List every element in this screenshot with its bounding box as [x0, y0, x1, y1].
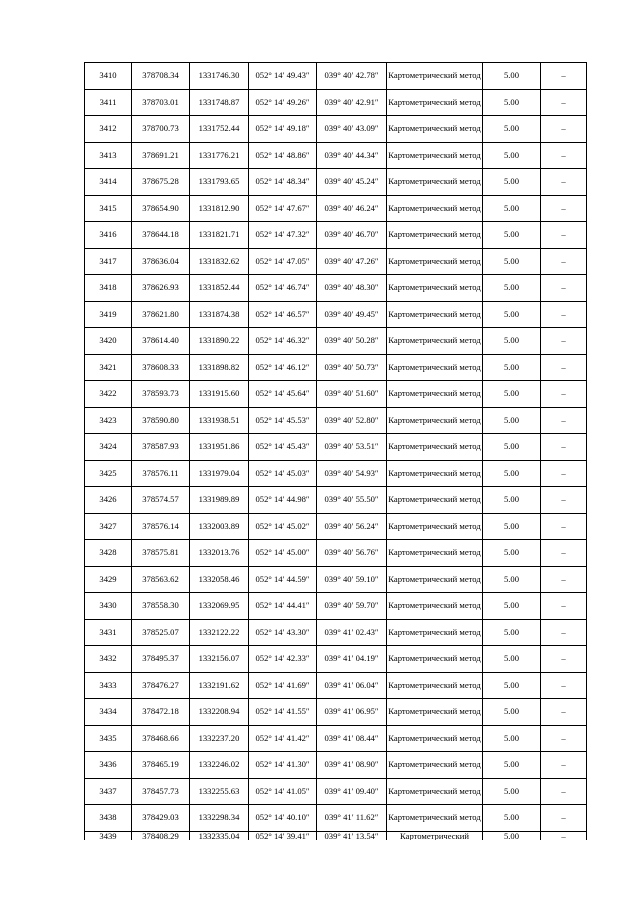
- cell-accuracy: 5.00: [483, 169, 541, 196]
- cell-point: 3420: [85, 328, 132, 355]
- cell-x: 378525.07: [132, 619, 190, 646]
- cell-y: 1332058.46: [190, 566, 249, 593]
- cell-latitude: 052° 14′ 45.43″: [249, 434, 317, 461]
- cell-longitude: 039° 40′ 45.24″: [317, 169, 387, 196]
- table-row: [85, 672, 587, 699]
- cell-method: Картометрический метод: [387, 540, 483, 567]
- cell-longitude: 039° 41′ 06.95″: [317, 699, 387, 726]
- cell-longitude: 039° 40′ 47.26″: [317, 248, 387, 275]
- cell-x: 378675.28: [132, 169, 190, 196]
- cell-accuracy: 5.00: [483, 275, 541, 302]
- cell-x: 378576.14: [132, 513, 190, 540]
- cell-latitude: 052° 14′ 47.67″: [249, 195, 317, 222]
- cell-x: 378408.29: [132, 831, 190, 840]
- table-row: [85, 513, 587, 540]
- cell-longitude: 039° 40′ 46.24″: [317, 195, 387, 222]
- cell-point: 3433: [85, 672, 132, 699]
- cell-longitude: 039° 40′ 51.60″: [317, 381, 387, 408]
- cell-y: 1331989.89: [190, 487, 249, 514]
- cell-latitude: 052° 14′ 45.53″: [249, 407, 317, 434]
- cell-point: 3439: [85, 831, 132, 840]
- cell-latitude: 052° 14′ 49.43″: [249, 63, 317, 90]
- cell-accuracy: 5.00: [483, 381, 541, 408]
- cell-point: 3429: [85, 566, 132, 593]
- cell-x: 378558.30: [132, 593, 190, 620]
- cell-latitude: 052° 14′ 41.55″: [249, 699, 317, 726]
- cell-latitude: 052° 14′ 41.30″: [249, 752, 317, 779]
- cell-y: 1332255.63: [190, 778, 249, 805]
- cell-latitude: 052° 14′ 41.42″: [249, 725, 317, 752]
- cell-note: –: [541, 142, 587, 169]
- cell-note: –: [541, 831, 587, 840]
- cell-x: 378574.57: [132, 487, 190, 514]
- cell-method: Картометрический метод: [387, 142, 483, 169]
- cell-note: –: [541, 407, 587, 434]
- cell-latitude: 052° 14′ 45.64″: [249, 381, 317, 408]
- cell-accuracy: 5.00: [483, 672, 541, 699]
- cell-point: 3417: [85, 248, 132, 275]
- cell-note: –: [541, 805, 587, 832]
- cell-accuracy: 5.00: [483, 89, 541, 116]
- cell-latitude: 052° 14′ 44.59″: [249, 566, 317, 593]
- cell-y: 1331898.82: [190, 354, 249, 381]
- cell-note: –: [541, 699, 587, 726]
- cell-point: 3410: [85, 63, 132, 90]
- cell-longitude: 039° 40′ 56.76″: [317, 540, 387, 567]
- cell-point: 3428: [85, 540, 132, 567]
- table-row: [85, 805, 587, 832]
- cell-method: Картометрический метод: [387, 725, 483, 752]
- cell-note: –: [541, 169, 587, 196]
- cell-latitude: 052° 14′ 44.98″: [249, 487, 317, 514]
- cell-latitude: 052° 14′ 43.30″: [249, 619, 317, 646]
- cell-longitude: 039° 40′ 48.30″: [317, 275, 387, 302]
- cell-accuracy: 5.00: [483, 195, 541, 222]
- table-row: [85, 778, 587, 805]
- cell-longitude: 039° 41′ 08.90″: [317, 752, 387, 779]
- cell-point: 3438: [85, 805, 132, 832]
- cell-accuracy: 5.00: [483, 328, 541, 355]
- cell-note: –: [541, 725, 587, 752]
- cell-latitude: 052° 14′ 49.26″: [249, 89, 317, 116]
- cell-note: –: [541, 619, 587, 646]
- cell-x: 378575.81: [132, 540, 190, 567]
- cell-y: 1332003.89: [190, 513, 249, 540]
- cell-longitude: 039° 41′ 08.44″: [317, 725, 387, 752]
- table-row: [85, 89, 587, 116]
- cell-note: –: [541, 275, 587, 302]
- coordinates-table-body: [85, 63, 587, 840]
- cell-x: 378636.04: [132, 248, 190, 275]
- cell-method: Картометрический метод: [387, 222, 483, 249]
- cell-note: –: [541, 248, 587, 275]
- cell-x: 378703.01: [132, 89, 190, 116]
- cell-point: 3423: [85, 407, 132, 434]
- cell-note: –: [541, 513, 587, 540]
- table-row: [85, 354, 587, 381]
- cell-accuracy: 5.00: [483, 222, 541, 249]
- cell-method: Картометрический метод: [387, 593, 483, 620]
- cell-longitude: 039° 40′ 49.45″: [317, 301, 387, 328]
- cell-method: Картометрический: [387, 831, 483, 840]
- cell-method: Картометрический метод: [387, 116, 483, 143]
- table-row: [85, 142, 587, 169]
- cell-longitude: 039° 40′ 56.24″: [317, 513, 387, 540]
- cell-method: Картометрический метод: [387, 169, 483, 196]
- cell-y: 1331821.71: [190, 222, 249, 249]
- cell-method: Картометрический метод: [387, 513, 483, 540]
- table-row: [85, 540, 587, 567]
- cell-point: 3418: [85, 275, 132, 302]
- cell-latitude: 052° 14′ 40.10″: [249, 805, 317, 832]
- cell-method: Картометрический метод: [387, 460, 483, 487]
- cell-note: –: [541, 222, 587, 249]
- cell-note: –: [541, 778, 587, 805]
- cell-accuracy: 5.00: [483, 487, 541, 514]
- cell-note: –: [541, 354, 587, 381]
- cell-y: 1331874.38: [190, 301, 249, 328]
- cell-accuracy: 5.00: [483, 301, 541, 328]
- cell-latitude: 052° 14′ 39.41″: [249, 831, 317, 840]
- cell-y: 1331938.51: [190, 407, 249, 434]
- cell-note: –: [541, 672, 587, 699]
- cell-x: 378495.37: [132, 646, 190, 673]
- table-row: [85, 222, 587, 249]
- cell-method: Картометрический метод: [387, 646, 483, 673]
- table-row: [85, 646, 587, 673]
- cell-y: 1331752.44: [190, 116, 249, 143]
- cell-method: Картометрический метод: [387, 566, 483, 593]
- cell-latitude: 052° 14′ 45.03″: [249, 460, 317, 487]
- cell-y: 1332069.95: [190, 593, 249, 620]
- cell-method: Картометрический метод: [387, 434, 483, 461]
- cell-point: 3422: [85, 381, 132, 408]
- cell-x: 378457.73: [132, 778, 190, 805]
- cell-point: 3432: [85, 646, 132, 673]
- cell-y: 1331746.30: [190, 63, 249, 90]
- cell-longitude: 039° 41′ 09.40″: [317, 778, 387, 805]
- cell-longitude: 039° 40′ 54.93″: [317, 460, 387, 487]
- cell-point: 3416: [85, 222, 132, 249]
- cell-method: Картометрический метод: [387, 487, 483, 514]
- cell-accuracy: 5.00: [483, 752, 541, 779]
- cell-x: 378708.34: [132, 63, 190, 90]
- cell-latitude: 052° 14′ 48.34″: [249, 169, 317, 196]
- cell-latitude: 052° 14′ 41.05″: [249, 778, 317, 805]
- cell-accuracy: 5.00: [483, 831, 541, 840]
- cell-y: 1332122.22: [190, 619, 249, 646]
- cell-x: 378476.27: [132, 672, 190, 699]
- cell-x: 378691.21: [132, 142, 190, 169]
- cell-longitude: 039° 40′ 42.91″: [317, 89, 387, 116]
- cell-x: 378621.80: [132, 301, 190, 328]
- table-row: [85, 593, 587, 620]
- cell-method: Картометрический метод: [387, 699, 483, 726]
- cell-x: 378614.40: [132, 328, 190, 355]
- table-row: [85, 116, 587, 143]
- cell-longitude: 039° 40′ 46.70″: [317, 222, 387, 249]
- cell-y: 1331793.65: [190, 169, 249, 196]
- cell-y: 1332191.62: [190, 672, 249, 699]
- cell-latitude: 052° 14′ 44.41″: [249, 593, 317, 620]
- cell-method: Картометрический метод: [387, 381, 483, 408]
- cell-x: 378626.93: [132, 275, 190, 302]
- cell-accuracy: 5.00: [483, 566, 541, 593]
- cell-accuracy: 5.00: [483, 778, 541, 805]
- cell-accuracy: 5.00: [483, 593, 541, 620]
- cell-accuracy: 5.00: [483, 619, 541, 646]
- cell-method: Картометрический метод: [387, 778, 483, 805]
- coordinates-table: [84, 62, 587, 840]
- table-row: [85, 566, 587, 593]
- cell-y: 1332013.76: [190, 540, 249, 567]
- table-row: [85, 752, 587, 779]
- cell-point: 3424: [85, 434, 132, 461]
- cell-longitude: 039° 41′ 04.19″: [317, 646, 387, 673]
- cell-method: Картометрический метод: [387, 195, 483, 222]
- cell-point: 3421: [85, 354, 132, 381]
- cell-longitude: 039° 40′ 44.34″: [317, 142, 387, 169]
- cell-longitude: 039° 40′ 43.09″: [317, 116, 387, 143]
- cell-longitude: 039° 41′ 06.04″: [317, 672, 387, 699]
- table-row: [85, 169, 587, 196]
- table-row: [85, 407, 587, 434]
- cell-y: 1331951.86: [190, 434, 249, 461]
- cell-note: –: [541, 381, 587, 408]
- cell-y: 1332208.94: [190, 699, 249, 726]
- table-row: [85, 328, 587, 355]
- cell-note: –: [541, 301, 587, 328]
- cell-latitude: 052° 14′ 47.32″: [249, 222, 317, 249]
- cell-y: 1331776.21: [190, 142, 249, 169]
- cell-latitude: 052° 14′ 46.74″: [249, 275, 317, 302]
- cell-note: –: [541, 328, 587, 355]
- cell-accuracy: 5.00: [483, 407, 541, 434]
- cell-x: 378465.19: [132, 752, 190, 779]
- cell-point: 3437: [85, 778, 132, 805]
- cell-accuracy: 5.00: [483, 540, 541, 567]
- cell-longitude: 039° 40′ 50.73″: [317, 354, 387, 381]
- cell-longitude: 039° 40′ 53.51″: [317, 434, 387, 461]
- cell-method: Картометрический метод: [387, 805, 483, 832]
- cell-x: 378429.03: [132, 805, 190, 832]
- cell-point: 3415: [85, 195, 132, 222]
- cell-point: 3412: [85, 116, 132, 143]
- cell-point: 3430: [85, 593, 132, 620]
- cell-accuracy: 5.00: [483, 460, 541, 487]
- cell-point: 3413: [85, 142, 132, 169]
- table-row: [85, 699, 587, 726]
- cell-x: 378700.73: [132, 116, 190, 143]
- cell-method: Картометрический метод: [387, 275, 483, 302]
- cell-method: Картометрический метод: [387, 63, 483, 90]
- cell-method: Картометрический метод: [387, 301, 483, 328]
- cell-x: 378590.80: [132, 407, 190, 434]
- cell-point: 3419: [85, 301, 132, 328]
- cell-point: 3436: [85, 752, 132, 779]
- cell-point: 3411: [85, 89, 132, 116]
- cell-point: 3426: [85, 487, 132, 514]
- cell-x: 378468.66: [132, 725, 190, 752]
- cell-method: Картометрический метод: [387, 672, 483, 699]
- cell-method: Картометрический метод: [387, 752, 483, 779]
- cell-latitude: 052° 14′ 47.05″: [249, 248, 317, 275]
- cell-note: –: [541, 487, 587, 514]
- cell-longitude: 039° 41′ 02.43″: [317, 619, 387, 646]
- table-row: [85, 831, 587, 840]
- cell-y: 1331812.90: [190, 195, 249, 222]
- cell-method: Картометрический метод: [387, 328, 483, 355]
- table-row: [85, 301, 587, 328]
- cell-y: 1331852.44: [190, 275, 249, 302]
- cell-longitude: 039° 40′ 42.78″: [317, 63, 387, 90]
- cell-method: Картометрический метод: [387, 89, 483, 116]
- cell-latitude: 052° 14′ 45.00″: [249, 540, 317, 567]
- cell-note: –: [541, 593, 587, 620]
- table-row: [85, 275, 587, 302]
- cell-latitude: 052° 14′ 46.12″: [249, 354, 317, 381]
- cell-accuracy: 5.00: [483, 434, 541, 461]
- cell-latitude: 052° 14′ 45.02″: [249, 513, 317, 540]
- cell-method: Картометрический метод: [387, 354, 483, 381]
- cell-y: 1331748.87: [190, 89, 249, 116]
- cell-accuracy: 5.00: [483, 248, 541, 275]
- cell-method: Картометрический метод: [387, 619, 483, 646]
- cell-accuracy: 5.00: [483, 63, 541, 90]
- cell-note: –: [541, 566, 587, 593]
- cell-point: 3434: [85, 699, 132, 726]
- cell-point: 3427: [85, 513, 132, 540]
- cell-latitude: 052° 14′ 41.69″: [249, 672, 317, 699]
- table-row: [85, 195, 587, 222]
- cell-y: 1332335.04: [190, 831, 249, 840]
- cell-note: –: [541, 195, 587, 222]
- cell-latitude: 052° 14′ 42.33″: [249, 646, 317, 673]
- table-row: [85, 248, 587, 275]
- cell-latitude: 052° 14′ 48.86″: [249, 142, 317, 169]
- cell-point: 3425: [85, 460, 132, 487]
- table-row: [85, 487, 587, 514]
- cell-x: 378576.11: [132, 460, 190, 487]
- cell-accuracy: 5.00: [483, 646, 541, 673]
- cell-longitude: 039° 40′ 59.70″: [317, 593, 387, 620]
- cell-accuracy: 5.00: [483, 699, 541, 726]
- cell-note: –: [541, 63, 587, 90]
- cell-longitude: 039° 40′ 50.28″: [317, 328, 387, 355]
- cell-y: 1332237.20: [190, 725, 249, 752]
- cell-accuracy: 5.00: [483, 805, 541, 832]
- cell-note: –: [541, 434, 587, 461]
- cell-note: –: [541, 646, 587, 673]
- cell-y: 1332298.34: [190, 805, 249, 832]
- cell-y: 1331979.04: [190, 460, 249, 487]
- cell-note: –: [541, 116, 587, 143]
- cell-x: 378587.93: [132, 434, 190, 461]
- cell-latitude: 052° 14′ 46.57″: [249, 301, 317, 328]
- cell-method: Картометрический метод: [387, 248, 483, 275]
- cell-method: Картометрический метод: [387, 407, 483, 434]
- table-row: [85, 63, 587, 90]
- cell-point: 3435: [85, 725, 132, 752]
- cell-x: 378608.33: [132, 354, 190, 381]
- cell-x: 378654.90: [132, 195, 190, 222]
- cell-y: 1332246.02: [190, 752, 249, 779]
- cell-longitude: 039° 41′ 11.62″: [317, 805, 387, 832]
- cell-x: 378563.62: [132, 566, 190, 593]
- cell-accuracy: 5.00: [483, 725, 541, 752]
- cell-longitude: 039° 41′ 13.54″: [317, 831, 387, 840]
- cell-y: 1331915.60: [190, 381, 249, 408]
- cell-latitude: 052° 14′ 46.32″: [249, 328, 317, 355]
- cell-accuracy: 5.00: [483, 116, 541, 143]
- cell-latitude: 052° 14′ 49.18″: [249, 116, 317, 143]
- coordinates-sheet: [84, 62, 586, 840]
- cell-x: 378472.18: [132, 699, 190, 726]
- cell-note: –: [541, 89, 587, 116]
- cell-longitude: 039° 40′ 55.50″: [317, 487, 387, 514]
- table-row: [85, 619, 587, 646]
- table-row: [85, 381, 587, 408]
- table-row: [85, 460, 587, 487]
- cell-accuracy: 5.00: [483, 142, 541, 169]
- cell-longitude: 039° 40′ 52.80″: [317, 407, 387, 434]
- cell-point: 3414: [85, 169, 132, 196]
- table-row: [85, 725, 587, 752]
- cell-y: 1331832.62: [190, 248, 249, 275]
- cell-accuracy: 5.00: [483, 354, 541, 381]
- cell-y: 1332156.07: [190, 646, 249, 673]
- cell-y: 1331890.22: [190, 328, 249, 355]
- cell-note: –: [541, 460, 587, 487]
- cell-accuracy: 5.00: [483, 513, 541, 540]
- cell-note: –: [541, 752, 587, 779]
- cell-x: 378644.18: [132, 222, 190, 249]
- cell-longitude: 039° 40′ 59.10″: [317, 566, 387, 593]
- cell-point: 3431: [85, 619, 132, 646]
- cell-note: –: [541, 540, 587, 567]
- table-row: [85, 434, 587, 461]
- cell-x: 378593.73: [132, 381, 190, 408]
